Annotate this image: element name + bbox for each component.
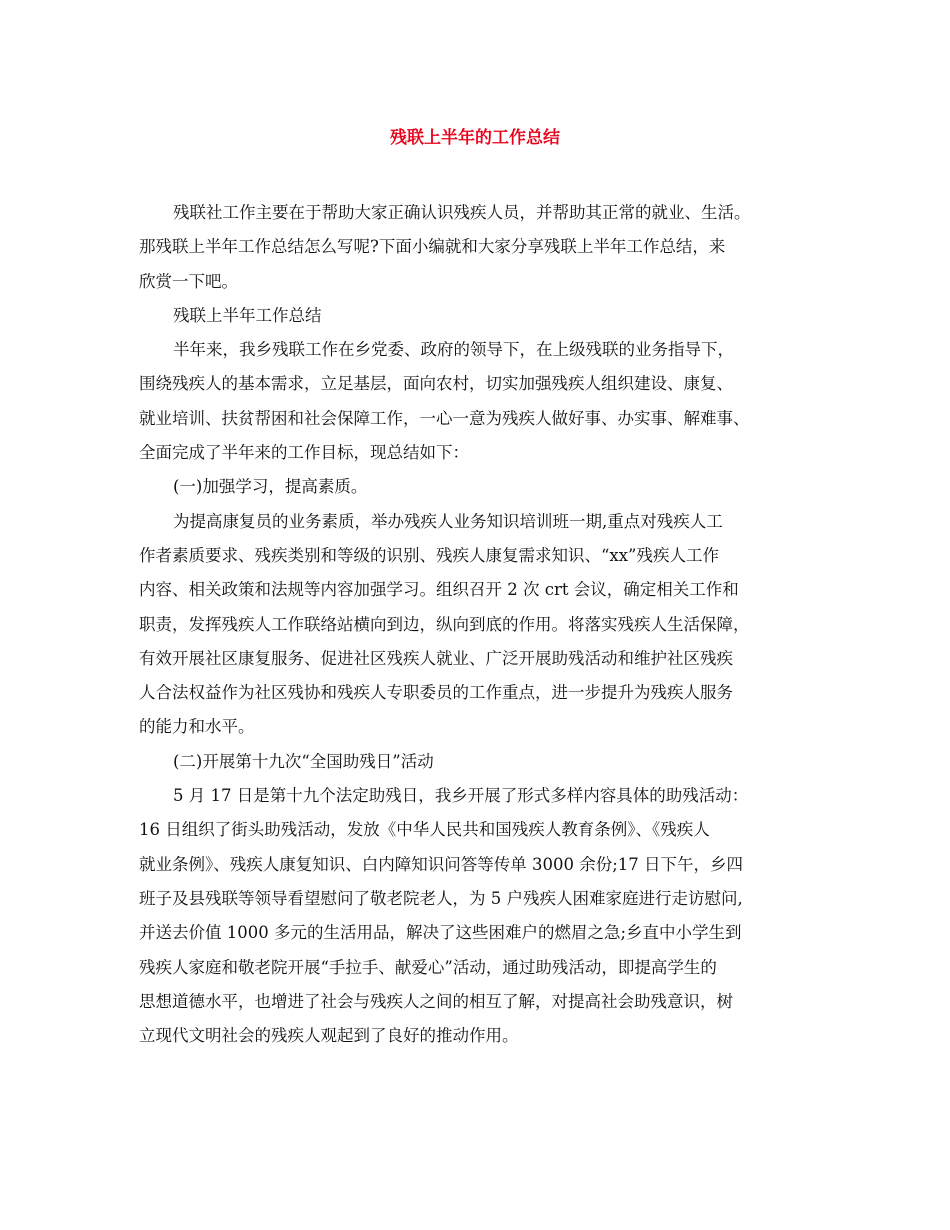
text-line: 内容、相关政策和法规等内容加强学习。组织召开 2 次 crt 会议，确定相关工作和 — [139, 580, 739, 600]
text-line: 5 月 17 日是第十九个法定助残日，我乡开展了形式多样内容具体的助残活动： — [173, 786, 749, 806]
document-body — [139, 196, 829, 1053]
text-line: 全面完成了半年来的工作目标，现总结如下： — [139, 443, 469, 463]
text-line: 就业培训、扶贫帮困和社会保障工作，一心一意为残疾人做好事、办实事、解难事、 — [139, 408, 750, 428]
text-line: 就业条例》、残疾人康复知识、白内障知识问答等传单 3000 余份;17 日下午，乡四 — [139, 854, 744, 874]
text-line: 班子及县残联等领导看望慰问了敬老院老人，为 5 户残疾人困难家庭进行走访慰问, — [139, 888, 743, 908]
text-line: 人合法权益作为社区残协和残疾人专职委员的工作重点，进一步提升为残疾人服务 — [139, 683, 733, 703]
text-line: 残联社工作主要在于帮助大家正确认识残疾人员，并帮助其正常的就业、生活。 — [173, 203, 751, 222]
text-line: 作者素质要求、残疾类别和等级的识别、残疾人康复需求知识、“xx”残疾人工作 — [139, 545, 719, 565]
text-line: 有效开展社区康复服务、促进社区残疾人就业、广泛开展助残活动和维护社区残疾 — [139, 648, 733, 668]
text-line: 16 日组织了街头助残活动，发放《中华人民共和国残疾人教育条例》、《残疾人 — [139, 820, 710, 840]
text-line: 职责，发挥残疾人工作联络站横向到边，纵向到底的作用。将落实残疾人生活保障， — [139, 614, 750, 634]
text-line: 欣赏一下吧。 — [139, 271, 238, 291]
text-line: (一)加强学习，提高素质。 — [173, 477, 368, 497]
text-line: 并送去价值 1000 多元的生活用品，解决了这些困难户的燃眉之急;乡直中小学生到 — [139, 923, 742, 943]
text-line: 为提高康复员的业务素质，举办残疾人业务知识培训班一期,重点对残疾人工 — [173, 511, 723, 531]
text-line: 半年来，我乡残联工作在乡党委、政府的领导下，在上级残联的业务指导下， — [173, 340, 734, 360]
text-line: 立现代文明社会的残疾人观起到了良好的推动作用。 — [139, 1026, 519, 1046]
text-line: 的能力和水平。 — [139, 717, 255, 737]
text-line: 围绕残疾人的基本需求，立足基层，面向农村，切实加强残疾人组织建设、康复、 — [139, 374, 733, 394]
text-line: 思想道德水平，也增进了社会与残疾人之间的相互了解，对提高社会助残意识，树 — [139, 991, 733, 1011]
text-line: 残疾人家庭和敬老院开展“手拉手、献爱心”活动，通过助残活动，即提高学生的 — [139, 957, 717, 977]
text-line: 残联上半年工作总结 — [173, 305, 322, 325]
page-title: 残联上半年的工作总结 — [390, 128, 560, 148]
text-line: 那残联上半年工作总结怎么写呢?下面小编就和大家分享残联上半年工作总结，来 — [139, 237, 726, 257]
text-line: (二)开展第十九次“全国助残日”活动 — [173, 751, 434, 771]
